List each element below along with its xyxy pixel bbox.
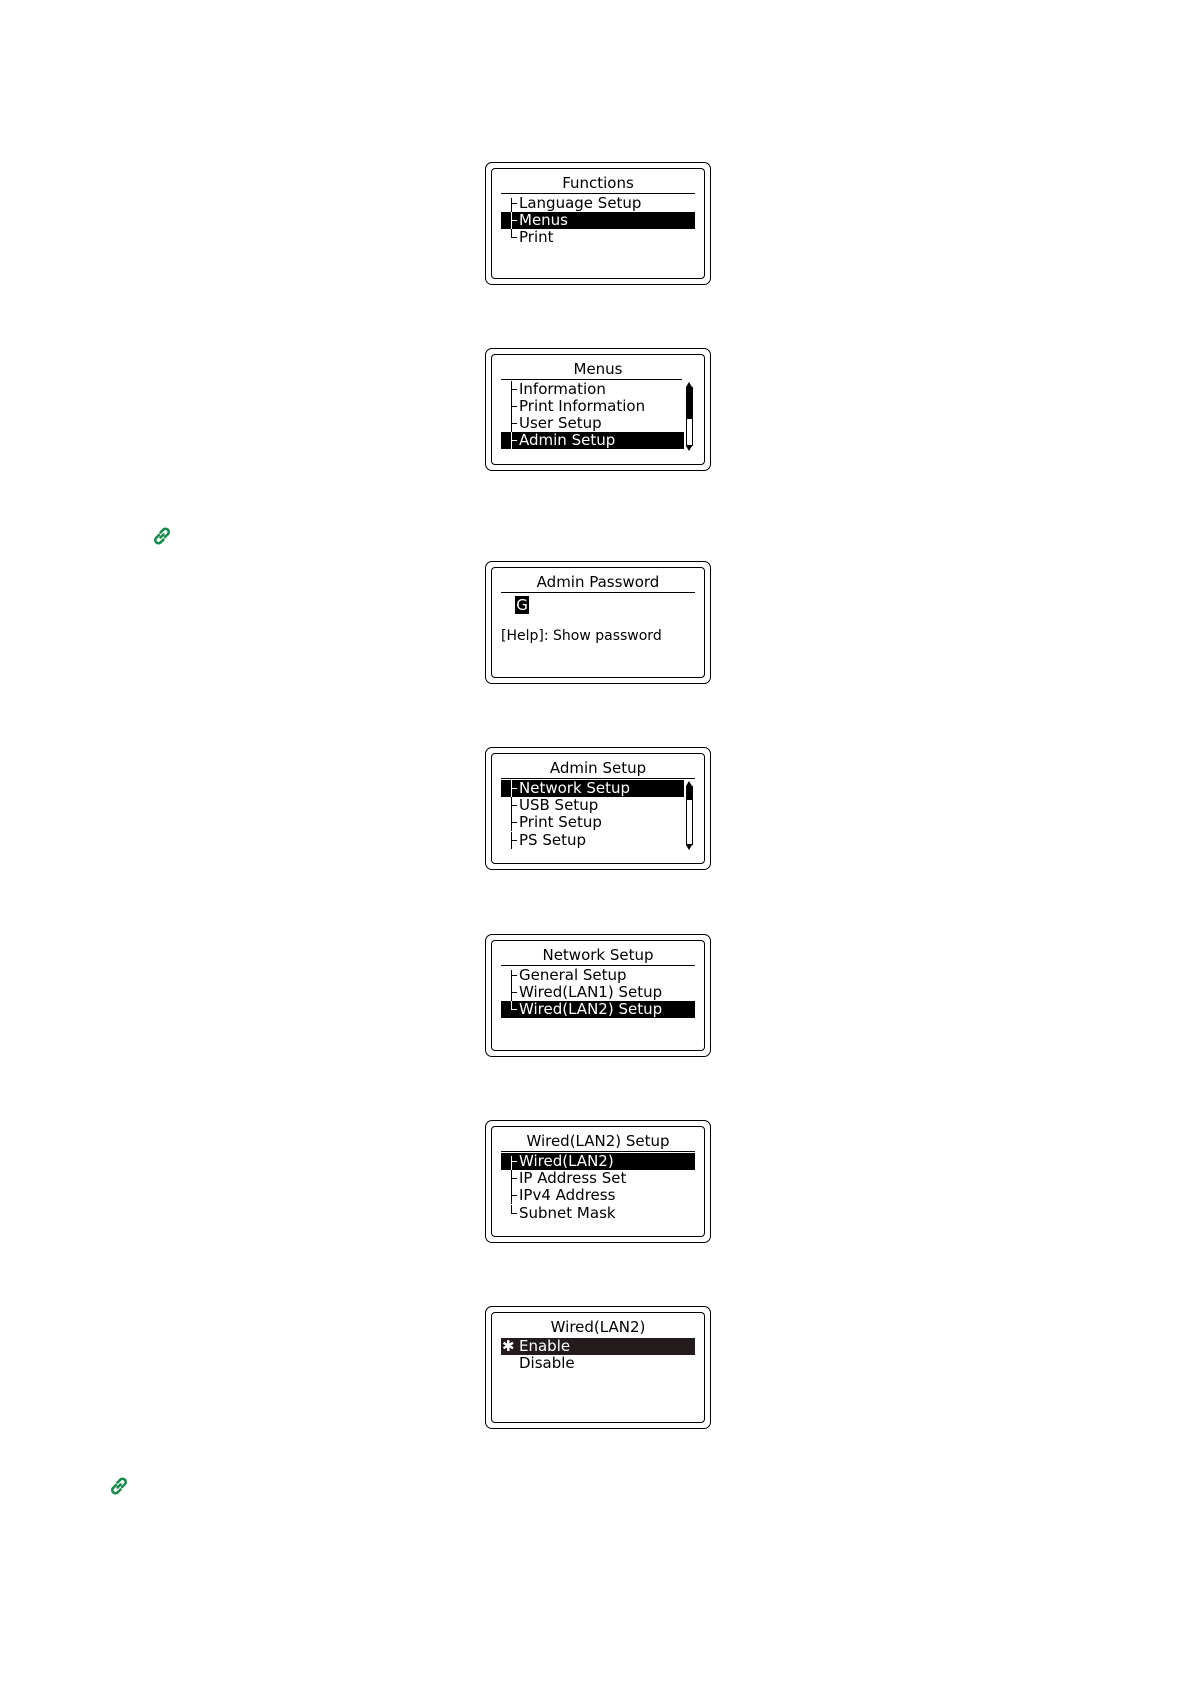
panel-title: Admin Password [536,573,660,591]
lcd-panel-functions [485,162,711,285]
menu-item-usb-setup[interactable]: USB Setup [501,797,684,814]
current-setting-asterisk-icon: ✱ [502,1337,515,1355]
menu-item-wired-lan1-setup[interactable]: Wired(LAN1) Setup [501,984,695,1001]
panel-title: Wired(LAN2) [550,1318,646,1336]
option-disable[interactable]: Disable [519,1354,575,1372]
lcd-panel-wired-lan2 [485,1306,711,1429]
scroll-thumb [686,786,693,800]
panel-title: Menus [573,360,623,378]
menu-item-print-setup[interactable]: Print Setup [501,814,684,831]
link-icon[interactable] [107,1474,131,1498]
password-input[interactable]: G [516,596,528,614]
menu-item-print[interactable]: Print [501,229,695,246]
title-divider [501,592,695,593]
lcd-panel-admin-password [485,561,711,684]
menu-item-language-setup[interactable]: Language Setup [501,195,695,212]
menu-item-subnet-mask[interactable]: Subnet Mask [501,1205,695,1222]
lcd-panel-network-setup [485,934,711,1057]
menu-item-general-setup[interactable]: General Setup [501,967,695,984]
menu-item-menus[interactable]: Menus [501,212,695,229]
menu-item-user-setup[interactable]: User Setup [501,415,684,432]
lcd-panel-wired-lan2-setup [485,1120,711,1243]
menu-item-information[interactable]: Information [501,381,684,398]
scroll-down-arrow-icon [686,845,692,850]
scroll-down-arrow-icon [686,446,692,451]
panel-title: Wired(LAN2) Setup [526,1132,670,1150]
panel-title: Admin Setup [549,759,647,777]
menu-item-admin-setup[interactable]: Admin Setup [501,432,684,449]
menu-item-print-information[interactable]: Print Information [501,398,684,415]
lcd-panel-admin-setup [485,747,711,870]
menu-item-ipv4-address[interactable]: IPv4 Address [501,1187,695,1204]
menu-item-network-setup[interactable]: Network Setup [501,780,684,797]
scrollbar[interactable] [686,781,693,850]
option-enable[interactable]: ✱ Enable [501,1338,695,1355]
menu-item-ps-setup[interactable]: PS Setup [501,832,684,849]
panel-title: Network Setup [542,946,654,964]
menu-item-wired-lan2[interactable]: Wired(LAN2) [501,1153,695,1170]
scrollbar[interactable] [686,382,693,451]
menu-item-ip-address-set[interactable]: IP Address Set [501,1170,695,1187]
menu-item-wired-lan2-setup[interactable]: Wired(LAN2) Setup [501,1001,695,1018]
help-hint: [Help]: Show password [501,628,662,644]
link-icon[interactable] [150,524,174,548]
lcd-panel-menus [485,348,711,471]
panel-title: Functions [562,174,634,192]
scroll-thumb [686,387,693,419]
